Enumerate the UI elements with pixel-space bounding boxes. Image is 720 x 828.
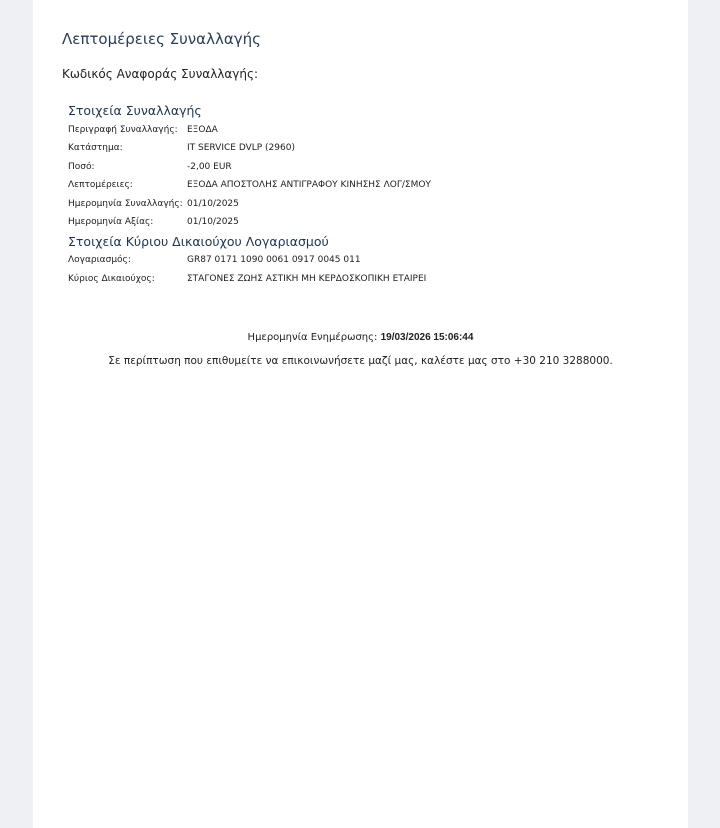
- detail-value: GR87 0171 1090 0061 0917 0045 011: [187, 255, 361, 265]
- detail-label: Λεπτομέρειες:: [68, 180, 133, 190]
- detail-value: ΕΞΟΔΑ: [187, 125, 218, 135]
- detail-value: 01/10/2025: [187, 199, 239, 209]
- detail-label: Κατάστημα:: [68, 143, 123, 153]
- detail-label: Κύριος Δικαιούχος:: [68, 274, 155, 284]
- transaction-section-heading: Στοιχεία Συναλλαγής: [68, 103, 202, 118]
- detail-value: -2,00 EUR: [187, 162, 232, 172]
- detail-label: Περιγραφή Συναλλαγής:: [68, 125, 178, 135]
- contact-note: Σε περίπτωση που επιθυμείτε να επικοινωνήσετε μαζί μας, καλέστε μας στο +30 210 3288000.: [108, 355, 613, 367]
- detail-label: Λογαριασμός:: [68, 255, 131, 265]
- detail-label: Ημερομηνία Αξίας:: [68, 217, 154, 227]
- transaction-reference-label: Κωδικός Αναφοράς Συναλλαγής:: [62, 67, 259, 81]
- detail-value: IT SERVICE DVLP (2960): [187, 143, 295, 153]
- update-label: Ημερομηνία Ενημέρωσης:: [247, 332, 378, 343]
- detail-label: Ποσό:: [68, 162, 95, 172]
- detail-value: ΣΤΑΓΟΝΕΣ ΖΩΗΣ ΑΣΤΙΚΗ ΜΗ ΚΕΡΔΟΣΚΟΠΙΚΗ ΕΤΑΙΡΕΙ: [187, 274, 427, 284]
- detail-label: Ημερομηνία Συναλλαγής:: [68, 199, 183, 209]
- page-title: Λεπτομέρειες Συναλλαγής: [62, 30, 261, 48]
- account-section-heading: Στοιχεία Κύριου Δικαιούχου Λογαριασμού: [68, 234, 329, 249]
- detail-value: 01/10/2025: [187, 217, 239, 227]
- detail-value: ΕΞΟΔΑ ΑΠΟΣΤΟΛΗΣ ΑΝΤΙΓΡΑΦΟΥ ΚΙΝΗΣΗΣ ΛΟΓ/ΣΜΟΥ: [187, 180, 431, 190]
- update-timestamp: [33, 332, 688, 343]
- document-page: [33, 0, 688, 828]
- update-value: 19/03/2026 15:06:44: [380, 332, 474, 343]
